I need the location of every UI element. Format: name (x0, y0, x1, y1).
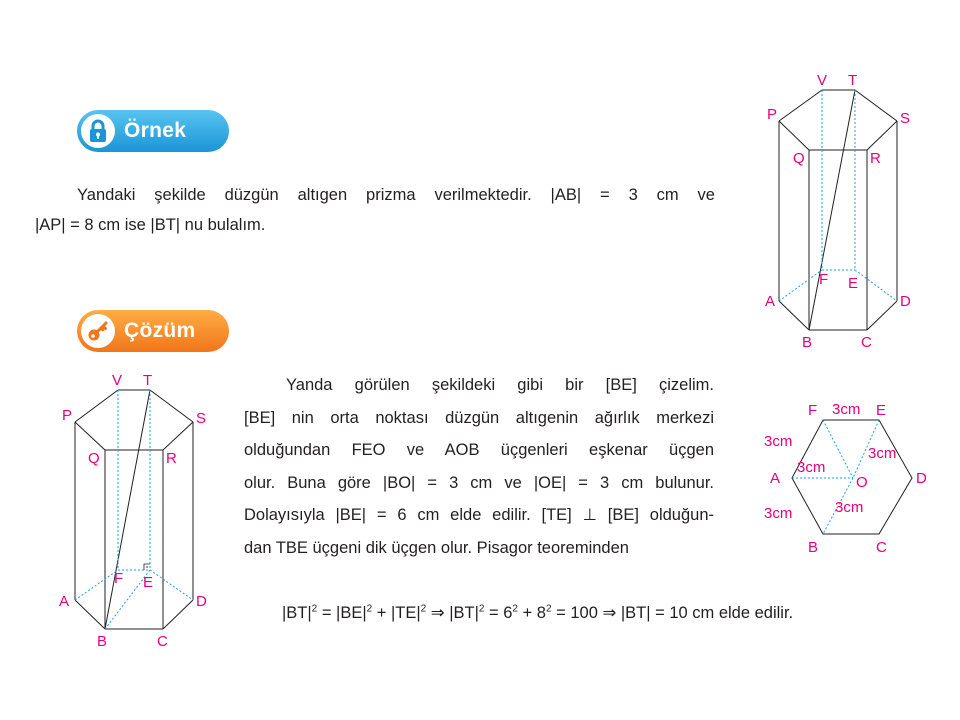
prism2-label-T: T (143, 372, 153, 389)
solution-line-5: Dolayısıyla |BE| = 6 cm elde edilir. [TE] ⊥ [BE] olduğun- (244, 506, 714, 524)
example-line-1: Yandaki şekilde düzgün altıgen prizma verilmektedir. |AB| = 3 cm ve (77, 186, 715, 204)
prism1-label-T: T (848, 72, 858, 89)
prism1-label-Q: Q (793, 150, 805, 167)
example-badge (77, 110, 229, 152)
prism1-label-A: A (765, 293, 776, 310)
formula-exp: 2 (478, 603, 485, 615)
formula-part: |BT| (282, 604, 312, 622)
solution-line-3: olduğundan FEO ve AOB üçgenleri eşkenar üçgen (244, 441, 714, 459)
hex-label-A: A (770, 470, 781, 487)
hex-length-AB: 3cm (764, 505, 793, 522)
solution-text (244, 369, 714, 564)
hex-length-OB: 3cm (835, 499, 864, 516)
prism1-label-C: C (861, 334, 872, 351)
prism1-label-D: D (900, 293, 911, 310)
formula-exp: 2 (512, 603, 518, 615)
key-icon (81, 314, 115, 348)
formula-exp: 2 (366, 603, 373, 615)
lock-icon (81, 114, 115, 148)
formula-part: = |BE| (317, 604, 367, 622)
example-text (35, 178, 715, 242)
prism1-label-V: V (817, 72, 828, 89)
pythagoras-formula (282, 603, 793, 623)
solution-badge-label: Çözüm (124, 319, 196, 342)
prism2-label-V: V (112, 372, 123, 389)
solution-line-2: [BE] nin orta noktası düzgün altıgenin ağırlık merkezi (244, 408, 714, 427)
prism2-label-F: F (114, 570, 124, 587)
solution-line-4: olur. Buna göre |BO| = 3 cm ve |OE| = 3 cm bulunur. (244, 473, 714, 492)
prism2-label-A: A (59, 593, 70, 610)
hex-length-OE: 3cm (868, 445, 897, 462)
prism2-label-S: S (196, 410, 207, 427)
prism1-label-F: F (819, 271, 829, 288)
prism2-label-R: R (166, 450, 177, 467)
hex-label-F: F (808, 402, 818, 419)
prism2-label-B: B (97, 633, 108, 650)
solution-line-1: Yanda görülen şekildeki gibi bir [BE] çizelim. (286, 376, 714, 394)
hex-length-FE: 3cm (832, 401, 861, 418)
example-badge-label: Örnek (124, 119, 187, 142)
hex-label-E: E (876, 402, 887, 419)
prism1-label-B: B (802, 334, 813, 351)
formula-exp: 2 (311, 603, 318, 615)
formula-part: = 100 ⇒ |BT| = 10 cm elde edilir. (551, 604, 794, 622)
formula-part: ⇒ |BT| (426, 604, 479, 622)
hex-label-O: O (856, 474, 868, 491)
prism1-label-P: P (767, 106, 778, 123)
formula-part: + |TE| (372, 604, 421, 622)
formula-exp: 2 (545, 603, 552, 615)
formula-part: + 8 (517, 604, 546, 622)
prism1-label-E: E (848, 275, 859, 292)
formula-part: = 6 (484, 604, 513, 622)
example-line-2: |AP| = 8 cm ise |BT| nu bulalım. (35, 216, 266, 234)
prism2-label-P: P (62, 407, 73, 424)
formula-exp: 2 (420, 603, 427, 615)
hex-length-AO: 3cm (797, 459, 826, 476)
prism1-label-S: S (900, 110, 911, 127)
prism2-label-Q: Q (88, 450, 100, 467)
prism2-label-C: C (157, 633, 168, 650)
prism1-label-R: R (870, 150, 881, 167)
prism2-label-E: E (143, 574, 154, 591)
solution-line-6: dan TBE üçgeni dik üçgen olur. Pisagor teoreminden (244, 538, 629, 557)
solution-badge (77, 310, 229, 352)
hex-label-C: C (876, 539, 887, 556)
hex-label-B: B (808, 539, 819, 556)
hex-label-D: D (916, 470, 927, 487)
prism2-label-D: D (196, 593, 207, 610)
hex-length-AF: 3cm (764, 433, 793, 450)
